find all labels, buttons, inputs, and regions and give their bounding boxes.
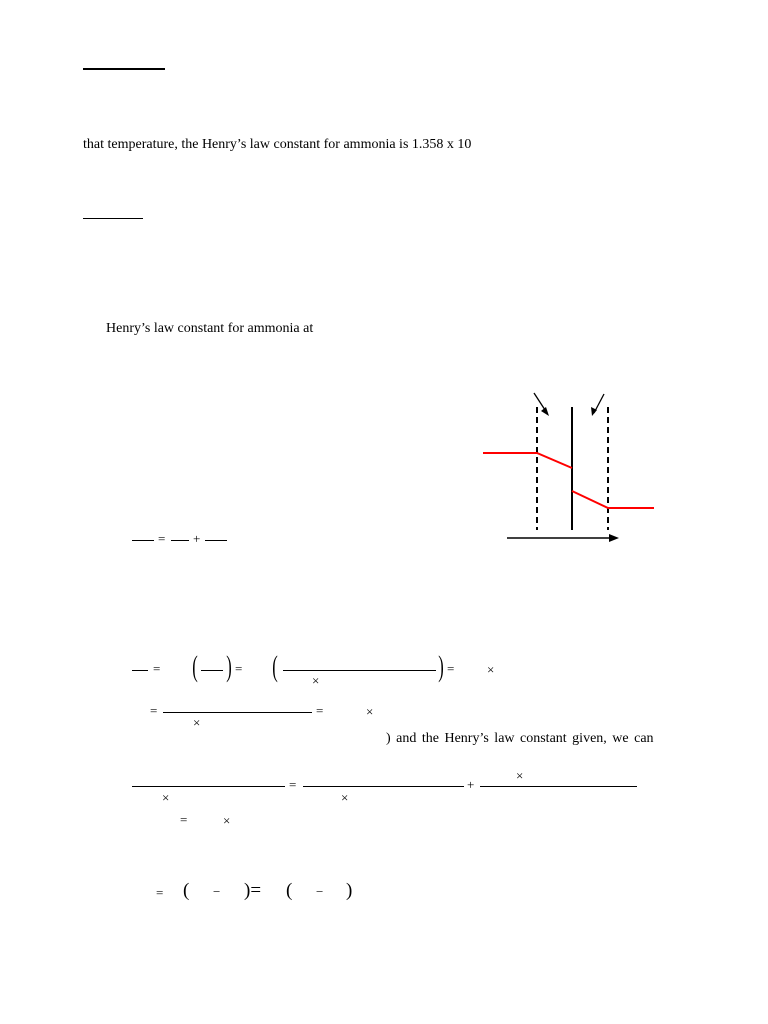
- times-sign: ×: [223, 813, 231, 828]
- times-sign: ×: [516, 768, 524, 783]
- equals-sign: =: [153, 661, 161, 676]
- left-paren: (: [183, 880, 190, 901]
- plus-sign: +: [193, 531, 201, 546]
- minus-sign: −: [316, 884, 324, 899]
- fraction-bar: [163, 712, 312, 713]
- left-paren: (: [272, 650, 278, 683]
- equals-sign: =: [235, 661, 243, 676]
- equals-sign: =: [150, 703, 158, 718]
- equals-sign: =: [180, 812, 188, 827]
- equals-sign: =: [289, 777, 297, 792]
- heading-underline-2: [83, 218, 143, 219]
- equals-sign: =: [316, 703, 324, 718]
- left-paren: (: [192, 650, 198, 683]
- left-paren: (: [286, 880, 293, 901]
- fraction-bar: [132, 670, 148, 671]
- equals-sign: =: [158, 531, 166, 546]
- right-paren: ): [226, 650, 232, 683]
- fraction-bar: [201, 670, 223, 671]
- times-sign: ×: [487, 662, 495, 677]
- times-sign: ×: [193, 715, 201, 730]
- equals-sign: =: [447, 661, 455, 676]
- right-paren: ): [438, 650, 444, 683]
- two-film-diagram: [470, 385, 670, 550]
- fraction-bar: [132, 540, 154, 541]
- direction-arrow-head: [609, 534, 619, 542]
- close-paren-equals: )=: [244, 880, 262, 901]
- concentration-profile-liquid: [572, 491, 654, 508]
- concentration-profile-gas: [483, 453, 572, 468]
- fraction-bar: [303, 786, 464, 787]
- fraction-bar: [205, 540, 227, 541]
- fraction-bar: [171, 540, 189, 541]
- pointer-arrow-left-head: [541, 407, 549, 416]
- fraction-bar: [480, 786, 637, 787]
- fraction-bar: [132, 786, 285, 787]
- henry-constant-sentence: that temperature, the Henry’s law constant for ammonia is 1.358 x 10: [83, 137, 472, 152]
- right-paren: ): [346, 880, 353, 901]
- times-sign: ×: [162, 790, 170, 805]
- plus-sign: +: [467, 777, 475, 792]
- fraction-bar: [283, 670, 436, 671]
- henry-constant-line: Henry’s law constant for ammonia at: [106, 321, 314, 336]
- times-sign: ×: [312, 673, 320, 688]
- heading-underline-1: [83, 68, 165, 70]
- times-sign: ×: [341, 790, 349, 805]
- equals-sign: =: [156, 885, 164, 900]
- minus-sign: −: [213, 884, 221, 899]
- times-sign: ×: [366, 704, 374, 719]
- henry-constant-given-line: ) and the Henry’s law constant given, we can: [386, 731, 654, 746]
